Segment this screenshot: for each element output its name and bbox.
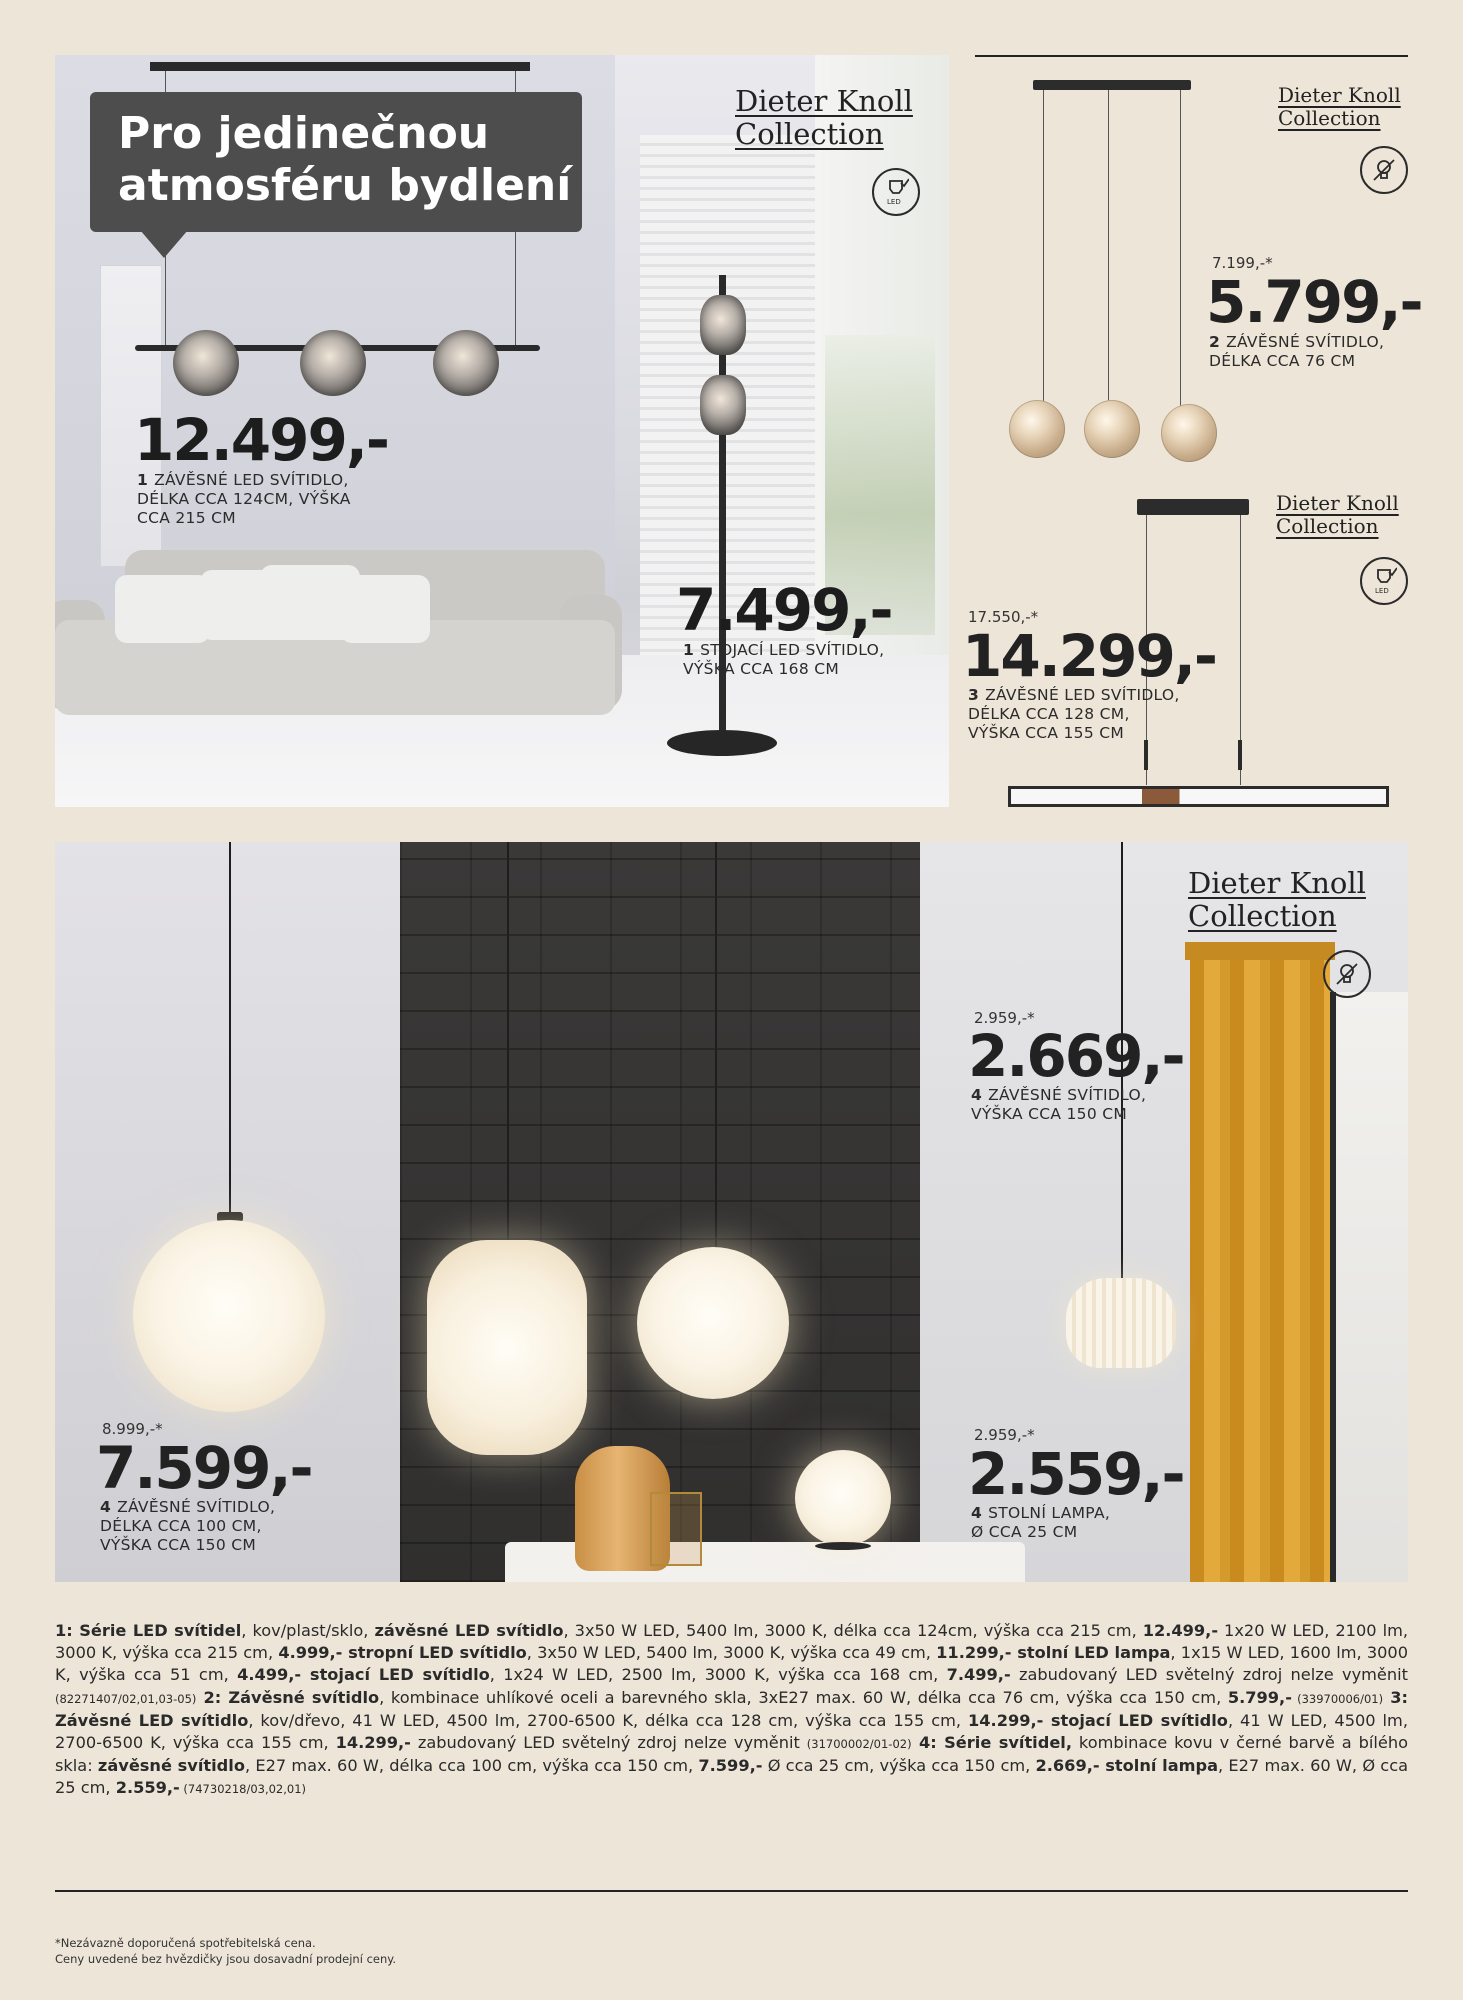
floor-lamp-globe bbox=[700, 295, 746, 355]
desc-p3 bbox=[968, 686, 1180, 743]
product-number: 4 bbox=[971, 1504, 983, 1522]
price-p4-table: 2.559,- bbox=[968, 1440, 1184, 1508]
product-number: 4 bbox=[971, 1086, 983, 1104]
desc-line: STOLNÍ LAMPA, bbox=[988, 1504, 1111, 1522]
brand-logo bbox=[1278, 84, 1401, 130]
price-p4-large: 7.599,- bbox=[96, 1434, 312, 1502]
old-price-p4-table: 2.959,-* bbox=[974, 1426, 1035, 1444]
led-label: LED bbox=[1375, 587, 1389, 595]
brand-logo bbox=[1276, 492, 1399, 538]
brand-line2: Collection bbox=[1276, 514, 1379, 538]
amber-glass-ball bbox=[1009, 400, 1065, 458]
brand-line2: Collection bbox=[1278, 106, 1381, 130]
desc-line: VÝŠKA CCA 150 CM bbox=[971, 1105, 1128, 1123]
product-number: 1 bbox=[137, 471, 149, 489]
led-label: LED bbox=[887, 198, 901, 206]
pendant-canopy bbox=[1137, 499, 1249, 515]
desc-line: ZÁVĚSNÉ SVÍTIDLO, bbox=[988, 1086, 1147, 1104]
divider-rule bbox=[975, 55, 1408, 57]
floor-lamp-globe bbox=[700, 375, 746, 435]
desc-line: DÉLKA CCA 124CM, VÝŠKA bbox=[137, 490, 351, 508]
desc-line: VÝŠKA CCA 155 CM bbox=[968, 724, 1125, 742]
old-price-p4-large: 8.999,-* bbox=[102, 1420, 163, 1438]
price-p3: 14.299,- bbox=[962, 622, 1216, 690]
product-number: 4 bbox=[100, 1498, 112, 1516]
bulb-crossed-icon bbox=[1360, 146, 1408, 194]
desc-line: CCA 215 CM bbox=[137, 509, 236, 527]
desc-line: ZÁVĚSNÉ LED SVÍTIDLO, bbox=[154, 471, 349, 489]
price-p4-small: 2.669,- bbox=[968, 1022, 1184, 1090]
desc-line: ZÁVĚSNÉ SVÍTIDLO, bbox=[117, 1498, 276, 1516]
footnote-line2: Ceny uvedené bez hvězdičky jsou dosavadní prodejní ceny. bbox=[55, 1952, 397, 1966]
brand-logo bbox=[1188, 867, 1366, 934]
product-number: 1 bbox=[683, 641, 695, 659]
candle-holder bbox=[650, 1492, 702, 1566]
brand-line1: Dieter Knoll bbox=[1188, 866, 1366, 900]
price-p1-floor: 7.499,- bbox=[676, 576, 892, 644]
desc-line: ZÁVĚSNÉ LED SVÍTIDLO, bbox=[985, 686, 1180, 704]
brand-line2: Collection bbox=[1188, 899, 1337, 934]
brand-logo bbox=[735, 85, 913, 152]
led-bulb-check-icon bbox=[1360, 557, 1408, 605]
desc-p1-floor bbox=[683, 641, 884, 679]
desc-line: VÝŠKA CCA 168 CM bbox=[683, 660, 840, 678]
desc-p4-large bbox=[100, 1498, 275, 1555]
footnotes bbox=[55, 1935, 755, 1967]
product-number: 2 bbox=[1209, 333, 1221, 351]
desc-p4-table bbox=[971, 1504, 1110, 1542]
desc-line: DÉLKA CCA 76 CM bbox=[1209, 352, 1356, 370]
headline bbox=[118, 108, 578, 212]
footnote-line1: *Nezávazně doporučená spotřebitelská cena. bbox=[55, 1936, 316, 1950]
desc-p1-pendant bbox=[137, 471, 351, 528]
amber-glass-ball bbox=[1161, 404, 1217, 462]
pendant-globe bbox=[300, 330, 366, 396]
headline-line1: Pro jedinečnou bbox=[118, 108, 490, 159]
old-price-p2: 7.199,-* bbox=[1212, 254, 1273, 272]
product-specifications: 1: Série LED svítidel, kov/plast/sklo, závěsné LED svítidlo, 3x50 W LED, 5400 lm, 3000 K, délka cca 124cm, výška cca 215 cm, 12.499,- 1x20 W LED, 2100 lm, 3000 K, výška cca 215 cm, 4.999,- stropní LED svítidlo, 3x50 W LED, 5400 lm, 3000 K, výška cca 49 cm, 11.299,- stolní LED lampa, 1x15 W LED, 1600 lm, 3000 K, výška cca 51 cm, 4.499,- stojací LED svítidlo, 1x24 W LED, 2500 lm, 3000 K, výška cca 168 cm, 7.499,- zabudovaný LED světelný zdroj nelze vyměnit (82271407/02,01,03-05) 2: Závěsné svítidlo, kombinace uhlíkové oceli a barevného skla, 3xE27 max. 60 W, délka cca 76 cm, výška cca 150 cm, 5.799,- (33970006/01) 3: Závěsné LED svítidlo, kov/dřevo, 41 W LED, 4500 lm, 2700-6500 K, délka cca 128 cm, výška cca 155 cm, 14.299,- stojací LED svítidlo, 41 W LED, 4500 lm, 2700-6500 K, výška cca 155 cm, 14.299,- zabudovaný LED světelný zdroj nelze vyměnit (31700002/01-02) 4: Série svítidel, kombinace kovu v černé barvě a bílého skla: závěsné svítidlo, E27 max. 60 W, délka cca 100 cm, výška cca 150 cm, 7.599,- Ø cca 25 cm, výška cca 150 cm, 2.669,- stolní lampa, E27 max. 60 W, Ø cca 25 cm, 2.559,- (74730218/03,02,01) bbox=[55, 1621, 1409, 1798]
linear-pendant-bar bbox=[1008, 786, 1389, 807]
desc-line: DÉLKA CCA 128 CM, bbox=[968, 705, 1130, 723]
bulb-crossed-icon bbox=[1323, 950, 1371, 998]
large-globe-pendant bbox=[133, 1220, 325, 1412]
price-p1-pendant: 12.499,- bbox=[134, 406, 388, 474]
desc-p2 bbox=[1209, 333, 1384, 371]
desc-line: STOJACÍ LED SVÍTIDLO, bbox=[700, 641, 885, 659]
globe-pendant bbox=[637, 1247, 789, 1399]
headline-line2: atmosféru bydlení bbox=[118, 160, 572, 211]
product-number: 3 bbox=[968, 686, 980, 704]
footer-rule bbox=[55, 1890, 1408, 1892]
brand-line1: Dieter Knoll bbox=[735, 84, 913, 118]
pendant-canopy bbox=[1033, 80, 1191, 90]
desc-line: VÝŠKA CCA 150 CM bbox=[100, 1536, 257, 1554]
table-lamp-globe bbox=[795, 1450, 891, 1546]
pendant-globe bbox=[433, 330, 499, 396]
ribbed-pendant bbox=[1066, 1278, 1176, 1368]
headline-tail bbox=[140, 230, 188, 258]
pendant-globe bbox=[173, 330, 239, 396]
desc-line: Ø CCA 25 CM bbox=[971, 1523, 1078, 1541]
brand-line2: Collection bbox=[735, 117, 884, 152]
desc-line: DÉLKA CCA 100 CM, bbox=[100, 1517, 262, 1535]
capsule-pendant bbox=[427, 1240, 587, 1455]
led-bulb-check-icon bbox=[872, 168, 920, 216]
amber-glass-ball bbox=[1084, 400, 1140, 458]
old-price-p4-small: 2.959,-* bbox=[974, 1009, 1035, 1027]
price-p2: 5.799,- bbox=[1206, 268, 1422, 336]
brand-line1: Dieter Knoll bbox=[1278, 83, 1401, 107]
desc-p4-small bbox=[971, 1086, 1146, 1124]
desc-line: ZÁVĚSNÉ SVÍTIDLO, bbox=[1226, 333, 1385, 351]
old-price-p3: 17.550,-* bbox=[968, 608, 1039, 626]
brand-line1: Dieter Knoll bbox=[1276, 491, 1399, 515]
